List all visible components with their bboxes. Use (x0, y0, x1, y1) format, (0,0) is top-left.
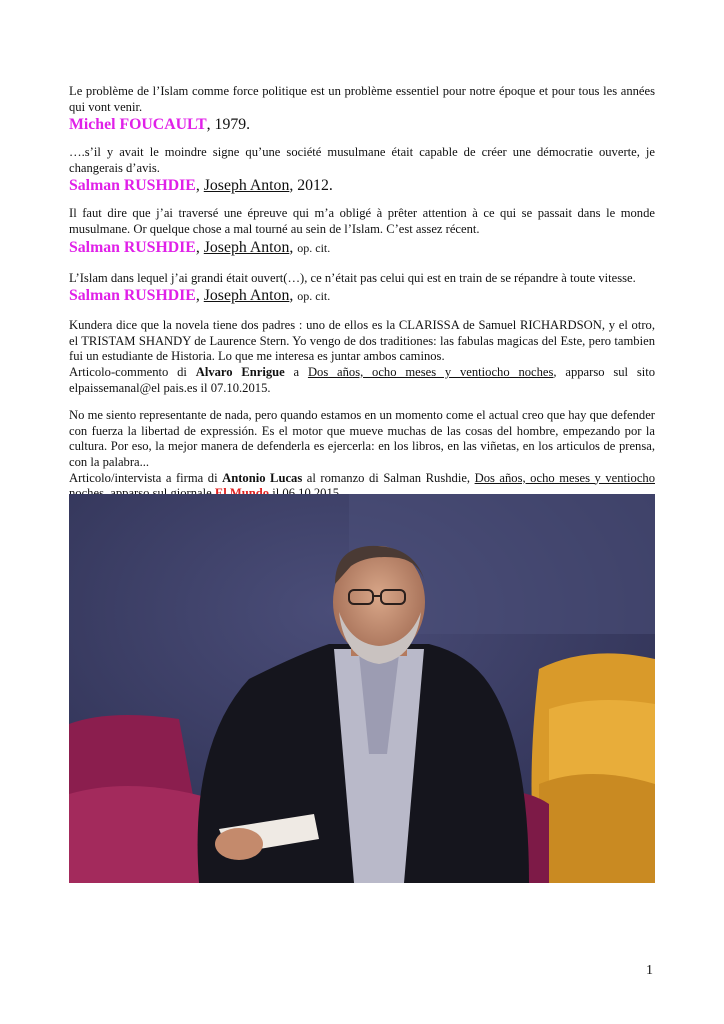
work-title: Joseph Anton (203, 287, 290, 305)
op-cit: op. cit. (297, 289, 331, 304)
attribution-rushdie-3: Salman RUSHDIE, Joseph Anton, op. cit. (69, 287, 331, 305)
author-name: Michel FOUCAULT (69, 116, 207, 134)
author-name: Salman RUSHDIE (69, 177, 196, 195)
quote-rushdie-1: ….s’il y avait le moindre signe qu’une société musulmane était capable de créer une démocratie ouverte, je changerais d’avis. (69, 145, 655, 175)
author-name: Salman RUSHDIE (69, 287, 196, 305)
op-cit: op. cit. (297, 240, 331, 255)
author-photo (69, 494, 655, 883)
page-number: 1 (646, 963, 653, 978)
source-lucas: Articolo/intervista a firma di Antonio Lucas al romanzo di Salman Rushdie, Dos años, ocho meses y ventiocho (69, 471, 655, 502)
novel-title: Dos años, ocho meses y ventiocho (474, 470, 655, 485)
quote-foucault: Le problème de l’Islam comme force politique est un problème essentiel pour notre époque et pour tous les années qui vont venir. (69, 84, 655, 114)
lucas-quote: No me siento representante de nada, pero quando estamos en un momento come el actual creo que hay que defender con fuerza la libertad de expressión. Es el motor que mueve muchas de las cosas del hombre, empezando por la cultura. Por eso, la mejor manera de defenderla es ejercerla: en los libros, en las viñetas, en los articulos de prensa, con la palabra... (69, 408, 655, 469)
work-title: Joseph Anton (203, 177, 290, 195)
attribution-tail: , 1979. (206, 116, 251, 134)
work-title: Joseph Anton (203, 238, 290, 256)
attribution-tail: , 2012. (289, 177, 333, 195)
author-lucas: Antonio Lucas (222, 470, 303, 485)
novel-title: Dos años, ocho meses y ventiocho noches (307, 364, 554, 379)
attribution-foucault (69, 115, 655, 134)
attribution-rushdie-1: Salman RUSHDIE, Joseph Anton, 2012. (69, 177, 333, 195)
author-enrigue: Alvaro Enrigue (195, 364, 285, 379)
quote-rushdie-3: L’Islam dans lequel j’ai grandi était ouvert(…), ce n’était pas celui qui est en train de se répandre à toute vitesse. (69, 270, 636, 285)
kundera-quote: Kundera dice que la novela tiene dos padres : uno de ellos es la CLARISSA de Samuel RICHARDSON, y el otro, el TRISTAM SHANDY de Laurence Stern. Yo vengo de dos traditiones: las fabulas magicas del Este, pero tambien fui un estudiante de Historia. Lo que me interesa es juntar ambos caminos. (69, 318, 655, 364)
source-enrigue: Articolo-commento di Alvaro Enrigue a Dos años, ocho meses y ventiocho noches, apparso sul sito elpaissemanal@el pais.es il 07.10.2015. (69, 364, 656, 395)
author-name: Salman RUSHDIE (69, 238, 196, 256)
quote-rushdie-2: Il faut dire que j’ai traversé une épreuve qui m’a obligé à prêter attention à ce qui se passait dans le monde musulmane. Or quelque chose a mal tourné au sein de l’Islam. C’est assez récent. (69, 206, 655, 236)
document-body (69, 84, 655, 502)
attribution-rushdie-2: Salman RUSHDIE, Joseph Anton, op. cit. (69, 238, 331, 256)
